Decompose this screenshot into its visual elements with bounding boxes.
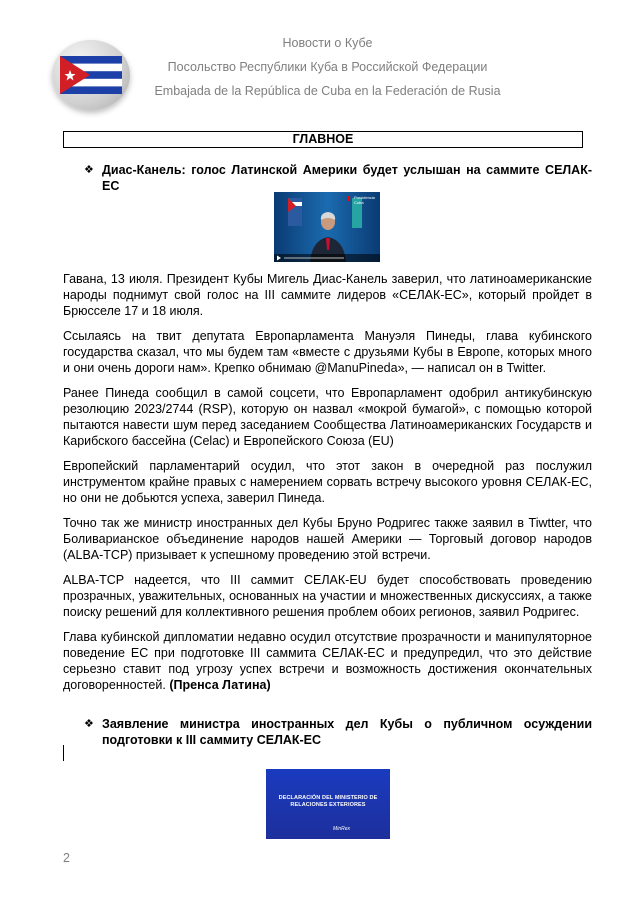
article1-paragraph: ALBA-TCP надеется, что III саммит СЕЛАК-EU будет способствовать проведению прозрачных, уважительных, основанных на участии и множественных дискуссиях, а также поиску решений для коллективного решения проблем обоих регионов, заявил Родригес. <box>63 573 592 619</box>
diamond-bullet-icon: ❖ <box>84 164 94 176</box>
article1-paragraph-last <box>63 629 592 693</box>
header-embassy-es: Embajada de la República de Cuba en la Federación de Rusia <box>154 84 501 98</box>
text-cursor <box>63 745 64 761</box>
article1-paragraph: Ранее Пинеда сообщил в самой соцсети, что Европарламент одобрил антикубинскую резолюцию 2023/2744 (RSP), которую он назвал «мокрой бумагой», с помощью которой пытаются навести шум перед заседанием Сообщества Латиноамериканских Государств и Карибского бассейна (Celac) и Европейского Союза (EU) <box>63 386 592 448</box>
article1-headline-text: Диас-Канель: голос Латинской Америки будет услышан на саммите СЕЛАК-ЕС <box>102 163 592 193</box>
video-channel-label: Presidencia Cuba <box>354 195 375 205</box>
section-title: ГЛАВНОЕ <box>63 131 583 148</box>
article1-paragraph: Ссылаясь на твит депутата Европарламента Мануэля Пинеды, глава кубинского государства сказал, что мы будем там «вместе с друзьями Кубы в Европе, которых много и они очень дороги нам». Крепко обнимаю @ManuPineda», — написал он в Twitter. <box>63 329 592 375</box>
article2-headline[interactable] <box>84 716 592 748</box>
article2-image-signature: MinRex <box>333 826 350 832</box>
article2-image-caption: DECLARACIÓN DEL MINISTERIO DE RELACIONES EXTERIORES <box>278 795 378 808</box>
article2-headline-text: Заявление министра иностранных дел Кубы о публичном осуждении подготовки к III саммиту СЕЛАК-ЕС <box>102 717 592 747</box>
header-embassy-ru: Посольство Республики Куба в Российской Федерации <box>167 60 488 74</box>
article1-paragraph: Точно так же министр иностранных дел Кубы Бруно Родригес также заявил в Tiwtter, что Боливарианское объединение народов нашей Америки — Торговый договор народов (ALBA-TCP) призывает к успешному проведению этой встречи. <box>63 516 592 562</box>
diamond-bullet-icon: ❖ <box>84 718 94 730</box>
article1-last-text: Глава кубинской дипломатии недавно осудил отсутствие прозрачности и манипуляторное поведение ЕС при подготовке III саммита СЕЛАК-ЕС и предупредил, что это действие серьезно ставит под угрозу успех встречи и возможность достижения окончательных договоренностей. <box>63 630 592 692</box>
article1-photo[interactable] <box>274 192 380 262</box>
page-number: 2 <box>63 851 70 865</box>
article2-image[interactable] <box>266 769 390 839</box>
header-title: Новости о Кубе <box>282 36 373 50</box>
article1-source: (Пренса Латина) <box>169 678 271 692</box>
article1-headline[interactable] <box>84 162 592 194</box>
embassy-logo <box>52 40 130 110</box>
article1-paragraph: Европейский парламентарий осудил, что этот закон в очередной раз послужил инструментом крайне правых с намерением сорвать встречу высокого уровня СЕЛАК-ЕС, но они не добьются успеха, заверил Пинеда. <box>63 459 592 505</box>
article1-body <box>63 271 592 702</box>
article1-paragraph: Гавана, 13 июля. Президент Кубы Мигель Диас-Канель заверил, что латиноамериканские народы поднимут свой голос на III саммите лидеров «СЕЛАК-ЕС», который пройдет в Брюсселе 17 и 18 июля. <box>63 272 592 318</box>
